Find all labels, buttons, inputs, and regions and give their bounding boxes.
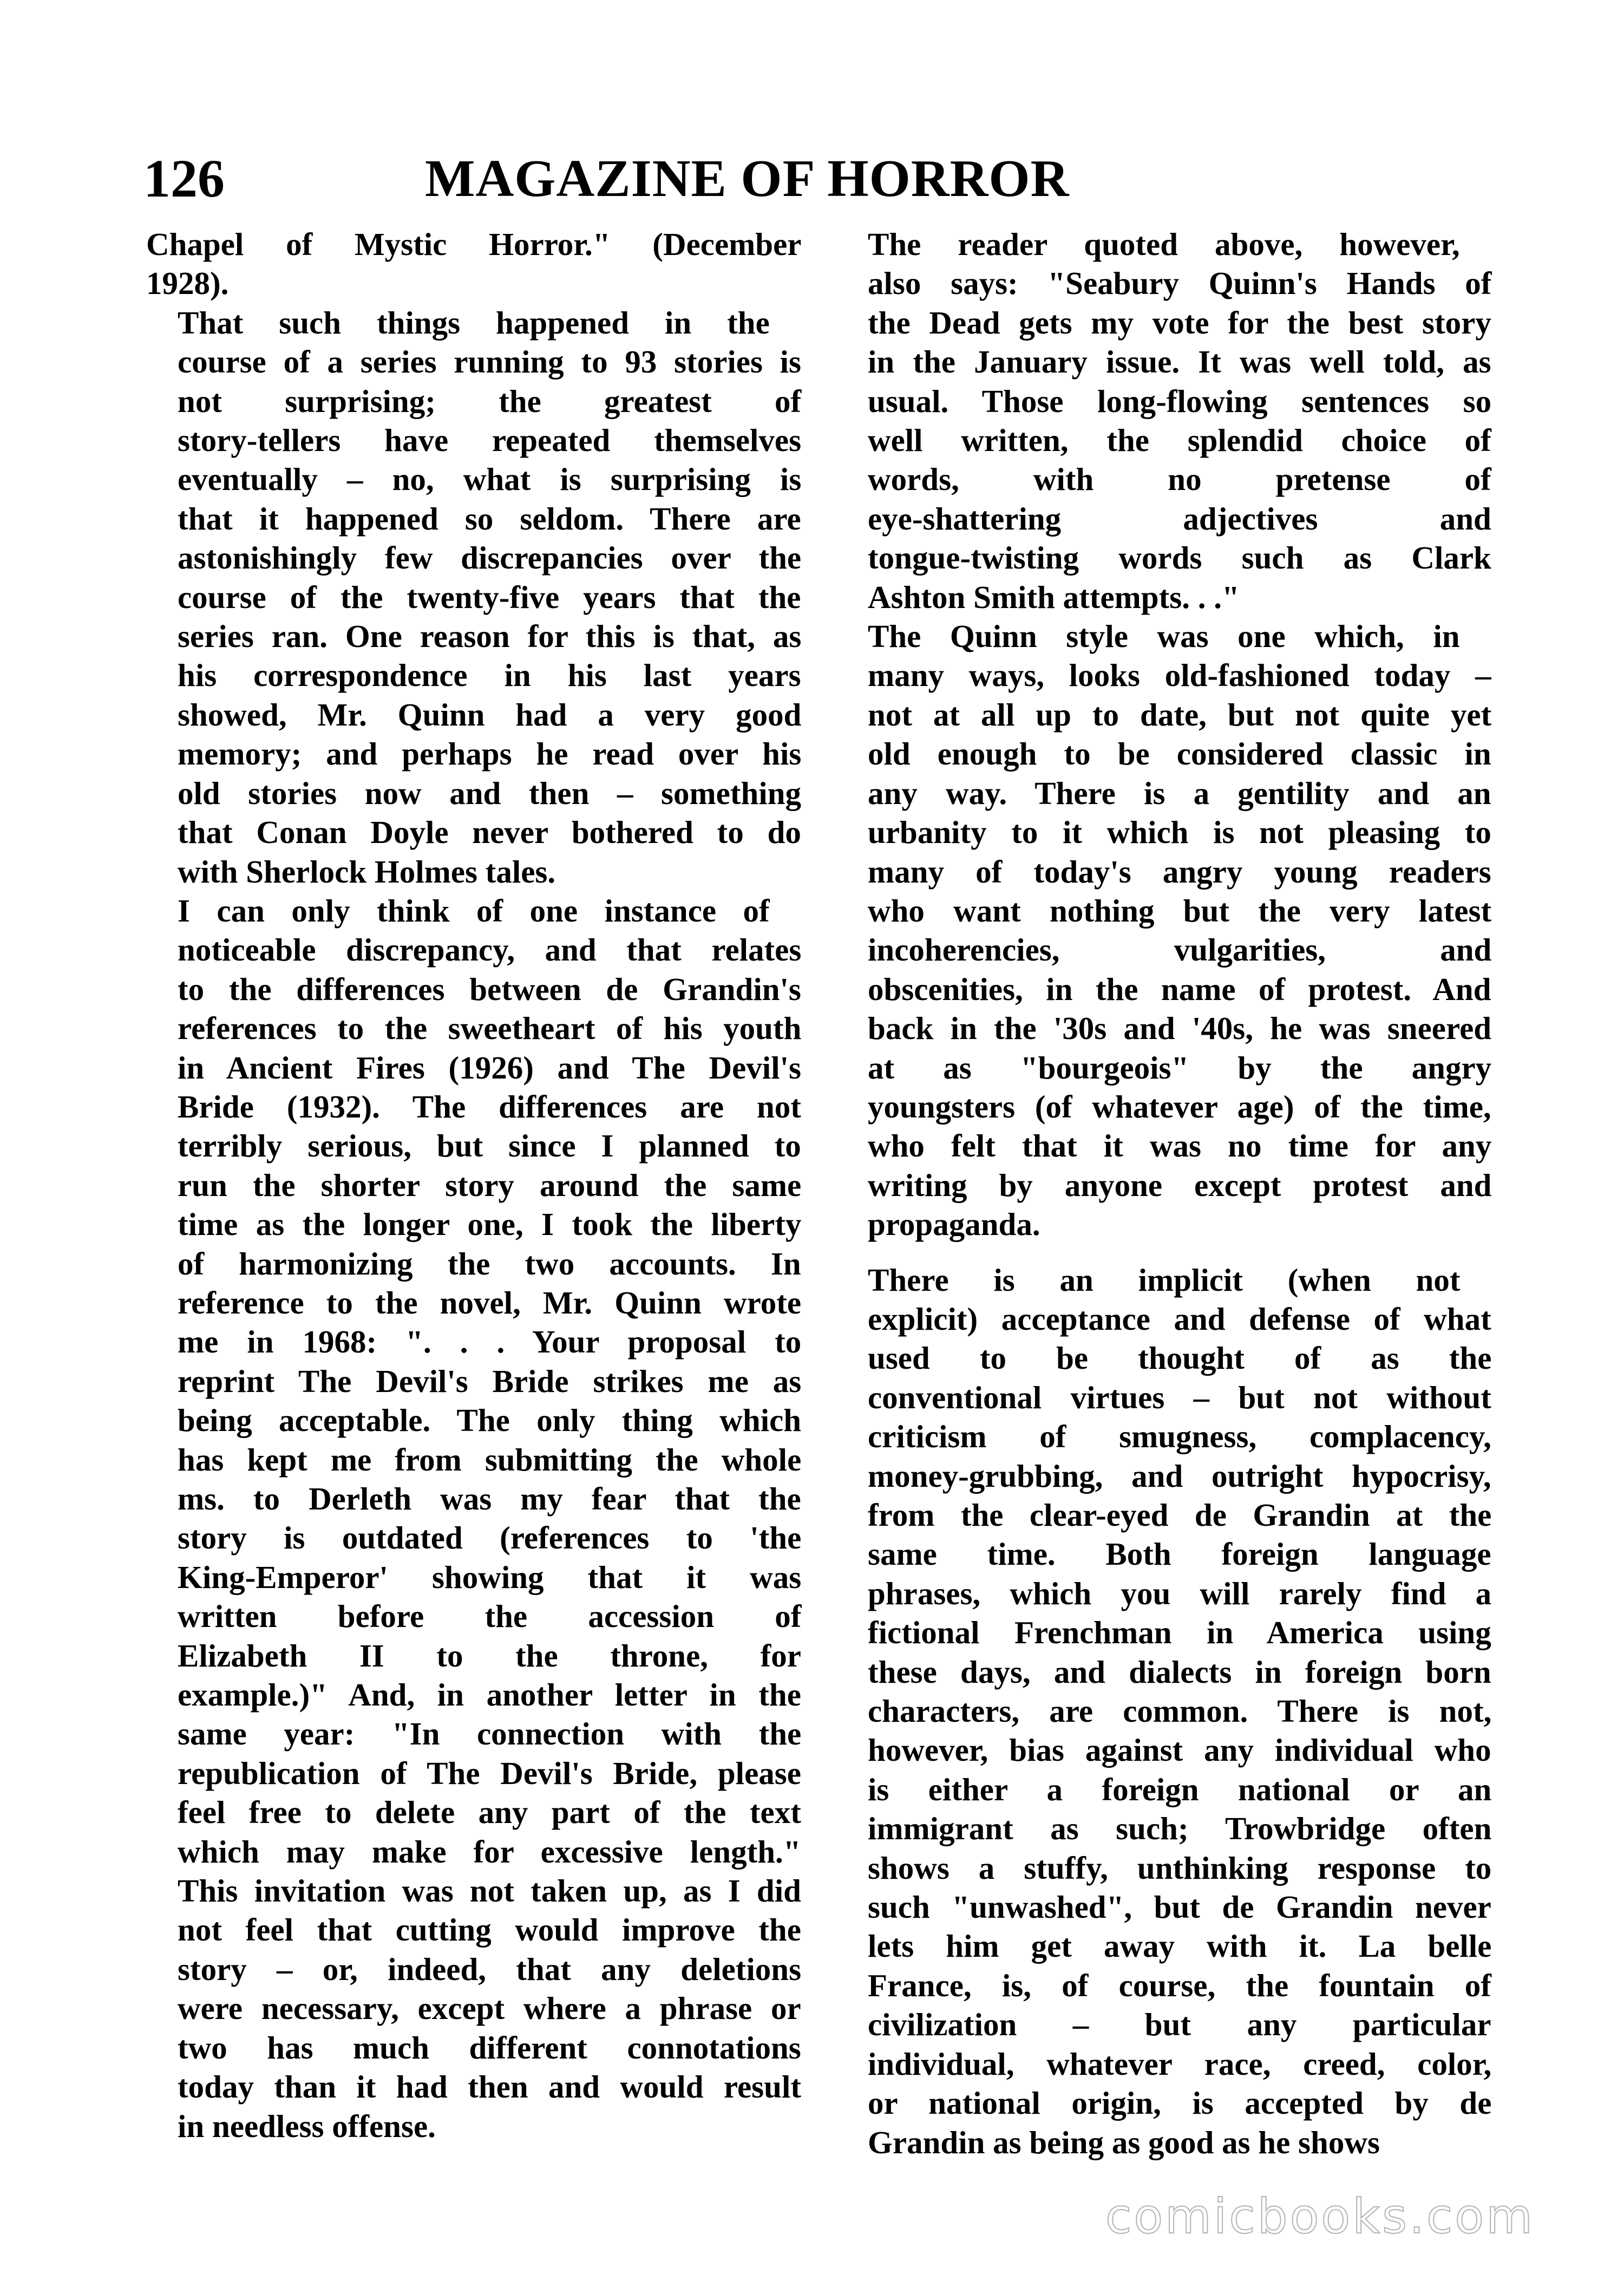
text-line: of harmonizing the two accounts. In <box>178 1245 801 1282</box>
left-text-column <box>146 225 801 2146</box>
text-line: well written, the splendid choice of <box>868 422 1491 459</box>
text-line: who want nothing but the very latest <box>868 892 1492 929</box>
text-line: course of a series running to 93 stories is <box>178 344 802 380</box>
text-line: reference to the novel, Mr. Quinn wrote <box>178 1284 802 1321</box>
text-line: at as "bourgeois" by the angry <box>868 1049 1492 1086</box>
text-line: eye-shattering adjectives and <box>868 500 1491 537</box>
text-line: not feel that cutting would improve the <box>178 1912 801 1948</box>
text-line: words, with no pretense of <box>868 461 1491 498</box>
text-line: youngsters (of whatever age) of the time, <box>868 1088 1491 1125</box>
text-line: two has much different connotations <box>178 2029 801 2066</box>
text-line: same time. Both foreign language <box>868 1536 1491 1572</box>
text-line: lets him get away with it. La belle <box>868 1928 1492 1964</box>
text-line: however, bias against any individual who <box>868 1732 1491 1768</box>
text-line: showed, Mr. Quinn had a very good <box>178 696 802 733</box>
text-line: ms. to Derleth was my fear that the <box>178 1481 801 1517</box>
text-line: who felt that it was no time for any <box>868 1128 1492 1164</box>
text-line: immigrant as such; Trowbridge often <box>868 1811 1492 1847</box>
text-line: is either a foreign national or an <box>868 1771 1492 1807</box>
text-line: many ways, looks old-fashioned today – <box>868 657 1491 694</box>
text-line: characters, are common. There is not, <box>868 1693 1492 1729</box>
text-line: old stories now and then – something <box>178 775 802 811</box>
text-line: republication of The Devil's Bride, please <box>178 1755 801 1791</box>
text-line: writing by anyone except protest and <box>868 1167 1492 1203</box>
text-line: has kept me from submitting the whole <box>178 1441 802 1478</box>
text-line: There is an implicit (when not <box>868 1262 1461 1298</box>
text-line: Bride (1932). The differences are not <box>178 1088 801 1125</box>
text-line: astonishingly few discrepancies over the <box>178 540 802 576</box>
text-line: shows a stuffy, unthinking response to <box>868 1850 1492 1886</box>
text-line: back in the '30s and '40s, he was sneered <box>868 1010 1492 1047</box>
text-line: Chapel of Mystic Horror." (December <box>146 226 802 262</box>
text-line: usual. Those long-flowing sentences so <box>868 383 1492 419</box>
text-line: from the clear-eyed de Grandin at the <box>868 1497 1492 1533</box>
text-line: individual, whatever race, creed, color, <box>868 2046 1492 2082</box>
text-line: in needless offense. <box>178 2108 436 2144</box>
text-line: course of the twenty-five years that the <box>178 579 801 615</box>
text-line: same year: "In connection with the <box>178 1716 802 1752</box>
text-line: feel free to delete any part of the text <box>178 1794 801 1831</box>
text-line: That such things happened in the <box>178 304 770 341</box>
text-line: his correspondence in his last years <box>178 657 801 694</box>
text-line: that Conan Doyle never bothered to do <box>178 814 801 851</box>
text-line: series ran. One reason for this is that, as <box>178 618 802 655</box>
text-line: were necessary, except where a phrase or <box>178 1990 801 2027</box>
paragraph <box>836 225 1491 617</box>
text-line: with Sherlock Holmes tales. <box>178 853 556 890</box>
text-line: Ashton Smith attempts. . ." <box>868 579 1240 615</box>
text-line: in Ancient Fires (1926) and The Devil's <box>178 1049 801 1086</box>
text-line: Elizabeth II to the throne, for <box>178 1637 801 1674</box>
text-line: story-tellers have repeated themselves <box>178 422 802 459</box>
text-line: criticism of smugness, complacency, <box>868 1419 1491 1455</box>
text-line: or national origin, is accepted by de <box>868 2085 1492 2121</box>
text-line: the Dead gets my vote for the best story <box>868 304 1491 341</box>
text-line: these days, and dialects in foreign born <box>868 1654 1491 1690</box>
text-line: not surprising; the greatest of <box>178 383 802 419</box>
page-header <box>143 138 1518 219</box>
text-line: run the shorter story around the same <box>178 1167 802 1203</box>
text-line: not at all up to date, but not quite yet <box>868 696 1492 733</box>
text-line: obscenities, in the name of protest. And <box>868 971 1491 1007</box>
text-line: story – or, indeed, that any deletions <box>178 1951 802 1987</box>
text-line: The reader quoted above, however, <box>868 226 1460 262</box>
text-line: propaganda. <box>868 1206 1040 1243</box>
text-line: incoherencies, vulgarities, and <box>868 932 1492 968</box>
text-line: example.)" And, in another letter in the <box>178 1677 801 1713</box>
text-line: many of today's angry young readers <box>868 853 1491 890</box>
running-title: MAGAZINE OF HORROR <box>425 149 1070 208</box>
text-line: civilization – but any particular <box>868 2007 1491 2043</box>
text-line: time as the longer one, I took the liberty <box>178 1206 802 1243</box>
text-line: The Quinn style was one which, in <box>868 618 1460 655</box>
text-line: phrases, which you will rarely find a <box>868 1575 1492 1611</box>
text-line: that it happened so seldom. There are <box>178 500 801 537</box>
text-line: which may make for excessive length." <box>178 1833 801 1870</box>
text-line: used to be thought of as the <box>868 1340 1492 1376</box>
text-line: eventually – no, what is surprising is <box>178 461 802 498</box>
text-line: conventional virtues – but not without <box>868 1379 1491 1415</box>
text-line: me in 1968: ". . . Your proposal to <box>178 1324 802 1360</box>
paragraph <box>146 303 801 891</box>
text-line: old enough to be considered classic in <box>868 736 1491 772</box>
text-line: in the January issue. It was well told, as <box>868 344 1491 380</box>
text-line: France, is, of course, the fountain of <box>868 1967 1491 2003</box>
text-line: I can only think of one instance of <box>178 892 770 929</box>
text-line: written before the accession of <box>178 1598 802 1635</box>
text-line: references to the sweetheart of his youth <box>178 1010 802 1047</box>
text-line: today than it had then and would result <box>178 2069 801 2105</box>
text-line: terribly serious, but since I planned to <box>178 1128 801 1164</box>
text-line: memory; and perhaps he read over his <box>178 736 802 772</box>
text-line: any way. There is a gentility and an <box>868 775 1491 811</box>
watermark: comicbooks.com <box>1105 2188 1535 2244</box>
text-line: story is outdated (references to 'the <box>178 1520 802 1556</box>
text-line: such "unwashed", but de Grandin never <box>868 1889 1491 1925</box>
right-text-column <box>836 225 1491 2162</box>
paragraph <box>146 225 801 303</box>
text-line: 1928). <box>146 265 229 302</box>
paragraph <box>146 891 801 2146</box>
text-line: to the differences between de Grandin's <box>178 971 801 1007</box>
paragraph <box>836 617 1491 1244</box>
text-line: being acceptable. The only thing which <box>178 1402 802 1439</box>
text-line: noticeable discrepancy, and that relates <box>178 932 802 968</box>
text-line: Grandin as being as good as he shows <box>868 2124 1380 2160</box>
text-line: King-Emperor' showing that it was <box>178 1559 802 1595</box>
text-line: money-grubbing, and outright hypocrisy, <box>868 1458 1491 1494</box>
text-line: reprint The Devil's Bride strikes me as <box>178 1363 802 1399</box>
text-line: urbanity to it which is not pleasing to <box>868 814 1491 851</box>
text-line: fictional Frenchman in America using <box>868 1615 1491 1651</box>
text-line: explicit) acceptance and defense of what <box>868 1301 1491 1337</box>
paragraph <box>836 1260 1491 2162</box>
page-number: 126 <box>143 148 225 208</box>
text-line: This invitation was not taken up, as I did <box>178 1873 801 1909</box>
text-line: also says: "Seabury Quinn's Hands of <box>868 265 1492 302</box>
text-line: tongue-twisting words such as Clark <box>868 540 1491 576</box>
